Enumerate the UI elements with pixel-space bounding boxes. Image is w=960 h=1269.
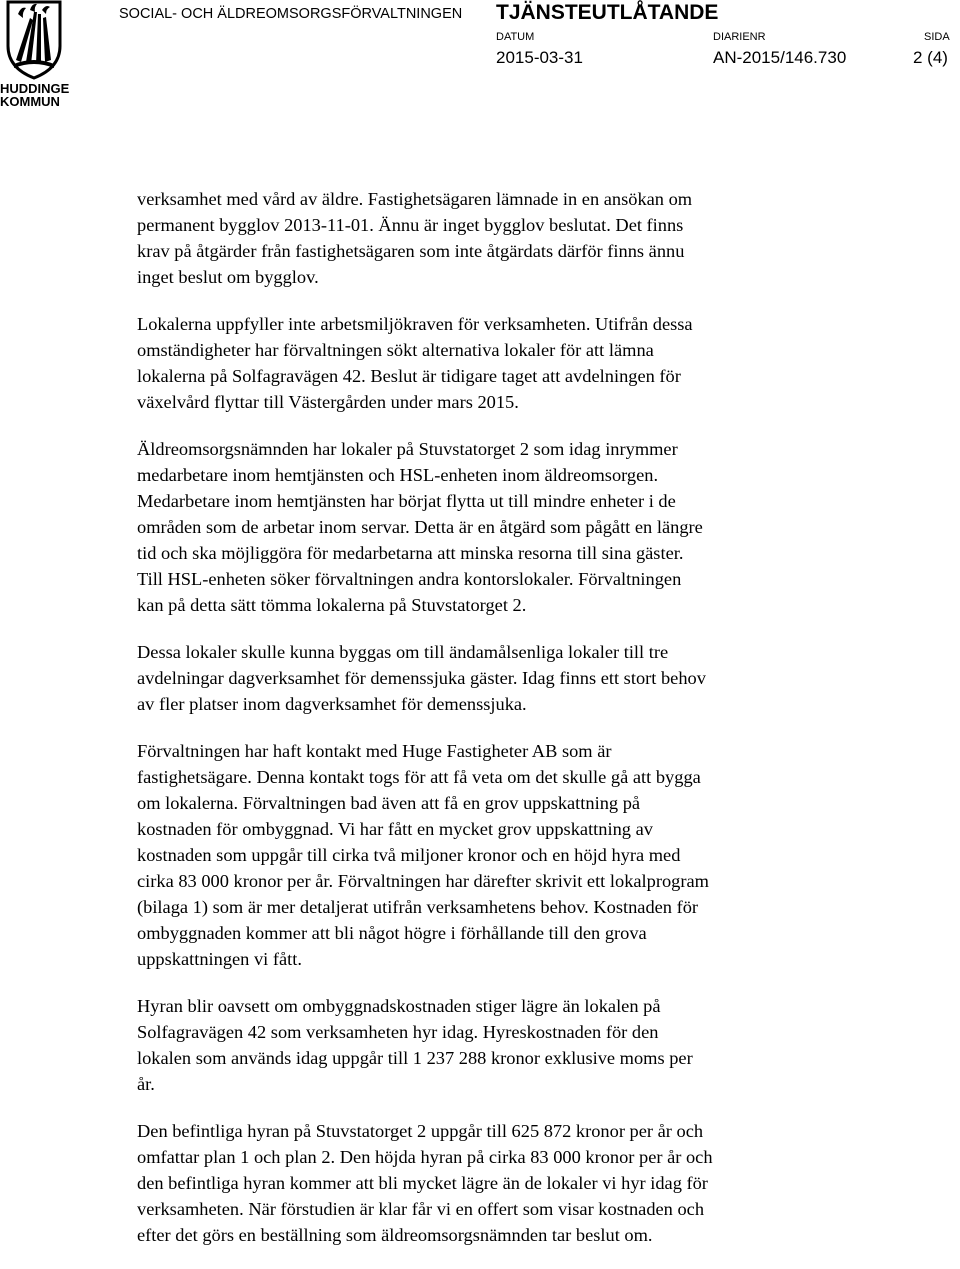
paragraph-day-care-need: Dessa lokaler skulle kunna byggas om till ändamålsenliga lokaler till tre avdelningar dagverksamhet för demenssjuka gäster. Idag finns ett stort behov av fler platser inom dagverksamhet för demenssjuka. — [137, 642, 706, 714]
reg-number-value: AN-2015/146.730 — [713, 48, 847, 67]
paragraph-building-permit: verksamhet med vård av äldre. Fastighetsägaren lämnade in en ansökan om permanent bygglov 2013-11-01. Ännu är inget bygglov beslutat. Det finns krav på åtgärder från fastighetsägaren som inte åtgärdats därför finns ännu inget beslut om bygglov. — [137, 189, 693, 287]
organization-name: SOCIAL- OCH ÄLDREOMSORGSFÖRVALTNINGEN — [119, 6, 463, 22]
logo-text-line1: HUDDINGE — [0, 81, 70, 96]
paragraph-landlord-contact: Förvaltningen har haft kontakt med Huge Fastigheter AB som är fastighetsägare. Denna kontakt togs för att få veta om det skulle gå att bygga om lokalerna. Förvaltningen bad även att få en grov uppskattning på kostnaden för ombyggnad. Vi har fått en mycket grov uppskattning av kostnaden som uppgår till cirka två miljoner kronor och en höjd hyra med cirka 83 000 kronor per år. Förvaltningen har därefter skrivit ett lokalprogram (bilaga 1) som är mer detaljerat utifrån verksamhetens behov. Kostnaden för ombyggnaden kommer att bli något högre i förhållande till den grova uppskattningen vi fått. — [137, 741, 709, 969]
page-label: SIDA — [924, 31, 950, 43]
document-body — [137, 186, 837, 1269]
date-value: 2015-03-31 — [496, 48, 583, 67]
document-type: TJÄNSTEUTLÅTANDE — [496, 1, 719, 24]
paragraph-stuvstatorget-premises: Äldreomsorgsnämnden har lokaler på Stuvstatorget 2 som idag inrymmer medarbetare inom hemtjänsten och HSL-enheten inom äldreomsorgen. Medarbetare inom hemtjänsten har börjat flytta ut till mindre enheter i de områden som de arbetar inom servar. Detta är en åtgärd som pågått en längre tid och ska möjliggöra för medarbetarna att minska resorna till sina gäster. Till HSL-enheten söker förvaltningen andra kontorslokaler. Förvaltningen kan på detta sätt tömma lokalerna på Stuvstatorget 2. — [137, 439, 703, 615]
date-label: DATUM — [496, 31, 535, 43]
paragraph-work-environment: Lokalerna uppfyller inte arbetsmiljökraven för verksamheten. Utifrån dessa omständigheter har förvaltningen sökt alternativa lokaler för att lämna lokalerna på Solfagravägen 42. Beslut är tidigare taget att avdelningen för växelvård flyttar till Västergården under mars 2015. — [137, 314, 693, 412]
municipality-logo — [0, 0, 70, 108]
logo-text-line2: KOMMUN — [0, 94, 60, 109]
logo-text — [0, 82, 70, 108]
page-number: 2 (4) — [913, 48, 948, 67]
coat-of-arms-icon — [4, 0, 64, 80]
paragraph-current-rent: Den befintliga hyran på Stuvstatorget 2 uppgår till 625 872 kronor per år och omfattar plan 1 och plan 2. Den höjda hyran på cirka 83 000 kronor per år och den befintliga hyran kommer att bli mycket lägre än de lokaler vi hyr idag för verksamheten. När förstudien är klar får vi en offert som visar kostnaden och efter det görs en beställning som äldreomsorgsnämnden tar beslut om. — [137, 1121, 713, 1245]
reg-number-label: DIARIENR — [713, 31, 766, 43]
paragraph-rent-comparison: Hyran blir oavsett om ombyggnadskostnaden stiger lägre än lokalen på Solfagravägen 42 som verksamheten hyr idag. Hyreskostnaden för den lokalen som används idag uppgår till 1 237 288 kronor exklusive moms per år. — [137, 996, 693, 1094]
